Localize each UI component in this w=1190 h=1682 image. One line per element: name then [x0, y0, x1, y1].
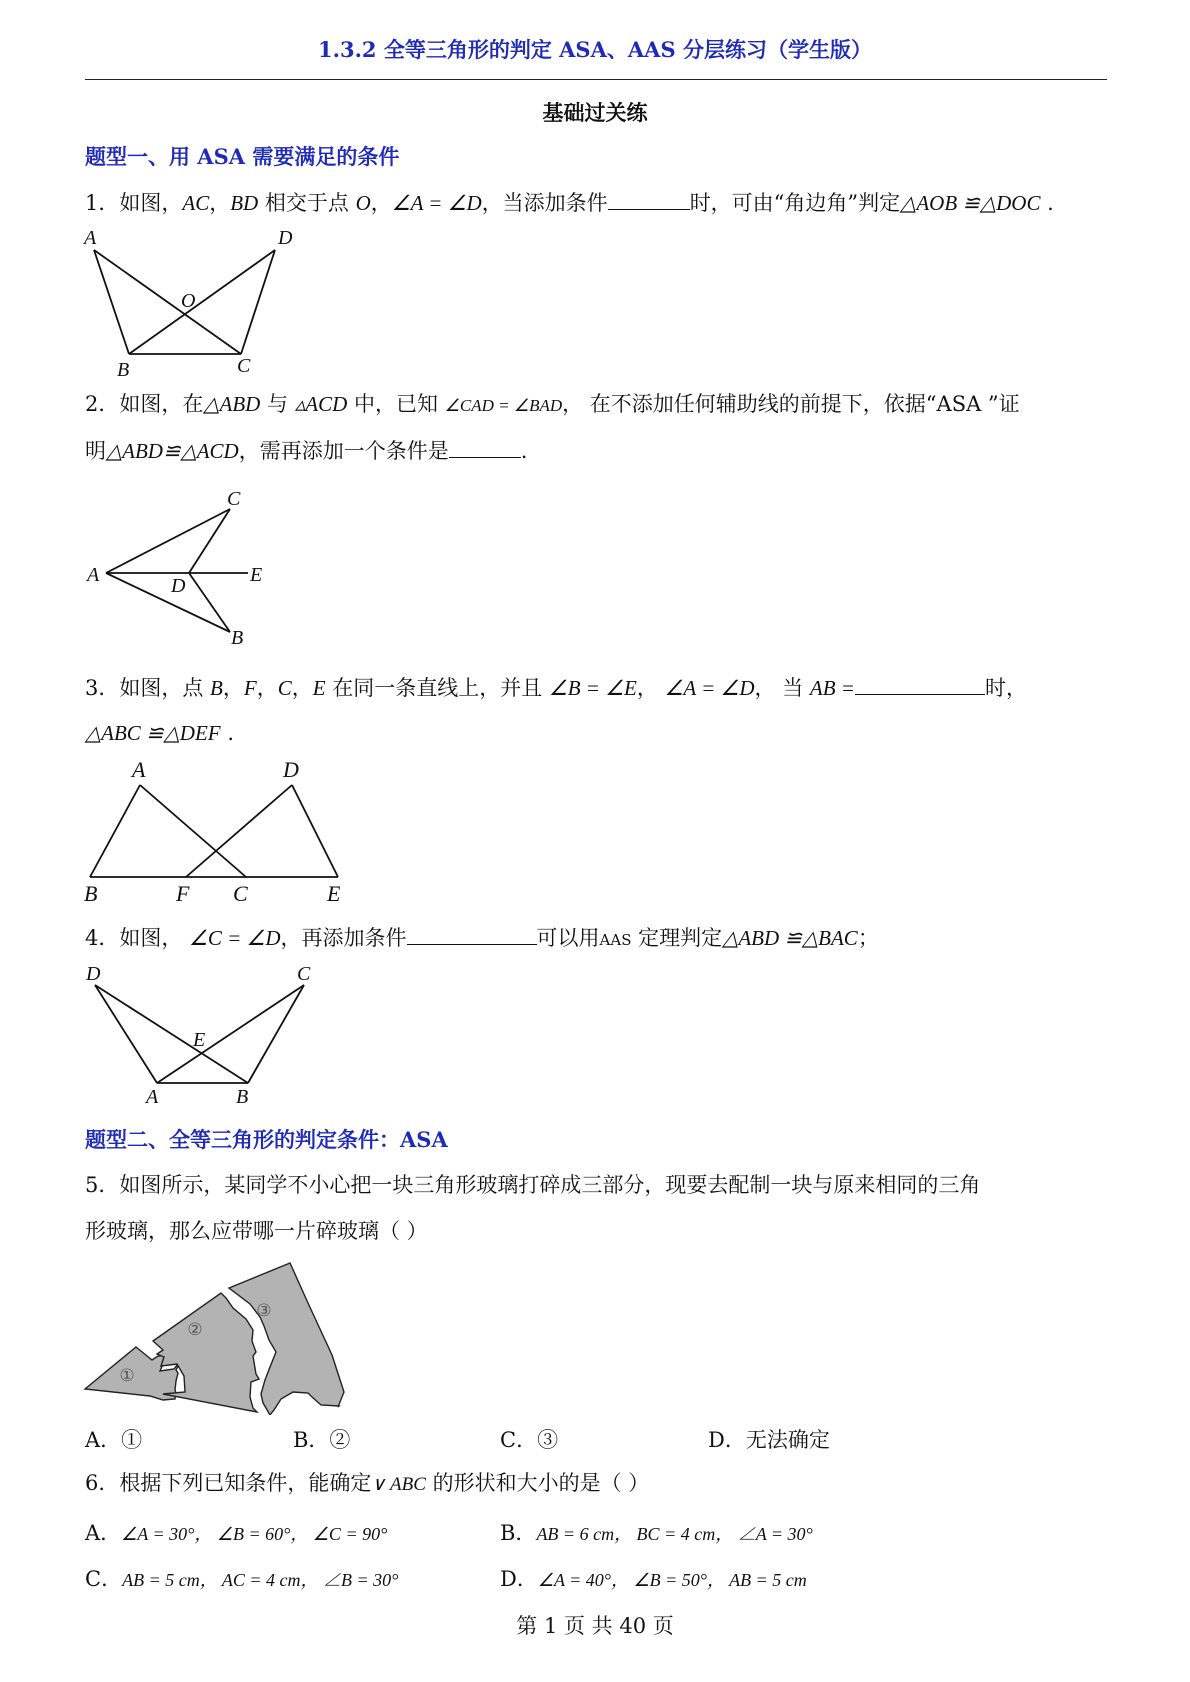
- section-subtitle: 基础过关练: [542, 100, 648, 125]
- q3-math: △ABC ≌△DEF: [85, 721, 221, 745]
- q6-option-text: AB = 5 cm， AC = 4 cm， ∠B = 30°: [122, 1570, 399, 1590]
- q3-text: 在同一条直线上，并且: [325, 676, 549, 700]
- q6-option-label: B．: [500, 1521, 537, 1545]
- q4-segment-bc: [248, 985, 304, 1083]
- q1-math: BD: [230, 191, 259, 215]
- q3-segment-ac: [140, 785, 246, 877]
- q1-text: .: [1040, 191, 1054, 215]
- question-5-line-2: 形玻璃，那么应带哪一片碎玻璃（ ）: [85, 1219, 428, 1243]
- q3-text: 时，: [984, 676, 1027, 700]
- q3-math: E: [312, 676, 326, 700]
- q3-segment-fd: [186, 785, 292, 877]
- q2-figure: [80, 480, 280, 650]
- q3-math: C: [277, 676, 292, 700]
- q3-text: .: [220, 721, 234, 745]
- q3-segment-ba: [90, 785, 140, 877]
- q4-math: ∠C = ∠D: [189, 926, 281, 950]
- q4-segment-db: [95, 985, 248, 1083]
- q5-option-a[interactable]: A．①: [85, 1428, 143, 1452]
- q4-segment-da: [95, 985, 157, 1083]
- glass-piece-3-label: ③: [256, 1301, 272, 1320]
- q3-label-e: E: [327, 881, 341, 906]
- q2-label-e: E: [250, 564, 263, 586]
- answer-blank[interactable]: [855, 674, 985, 695]
- q4-text: ，再添加条件: [280, 926, 407, 950]
- q3-label-d: D: [283, 757, 299, 782]
- question-3-line-1: [85, 674, 1027, 701]
- q4-label-c: C: [297, 963, 311, 985]
- q1-text: 1．如图，: [85, 191, 183, 215]
- q6-option-text: AB = 6 cm， BC = 4 cm， ∠A = 30°: [536, 1524, 813, 1544]
- q6-option-label: A．: [85, 1521, 122, 1545]
- q3-math: ∠B = ∠E: [548, 676, 637, 700]
- q5-option-b[interactable]: B．②: [293, 1428, 351, 1452]
- q1-label-o: O: [181, 290, 196, 312]
- answer-blank[interactable]: [407, 924, 537, 945]
- q1-math: O: [355, 191, 371, 215]
- q2-text: 中，已知: [347, 392, 445, 416]
- page-title: 1.3.2 全等三角形的判定 ASA、AAS 分层练习（学生版）: [318, 37, 872, 62]
- q3-label-a: A: [132, 757, 146, 782]
- q6-text: 的形状和大小的是（ ）: [425, 1471, 650, 1495]
- q3-text: ，: [636, 676, 665, 700]
- q6-option-c[interactable]: [85, 1563, 398, 1593]
- q1-math: AC: [182, 191, 210, 215]
- q6-option-b[interactable]: [500, 1517, 813, 1547]
- q5-glass-figure: [80, 1255, 350, 1415]
- q2-math: ∠CAD = ∠BAD: [444, 396, 563, 415]
- q3-label-f: F: [176, 881, 190, 906]
- q4-text: 定理判定: [631, 926, 723, 950]
- q4-label-b: B: [236, 1086, 249, 1108]
- q1-text: 相交于点: [258, 191, 356, 215]
- q4-math: △ABD ≌△BAC: [722, 926, 858, 950]
- q4-figure: [80, 958, 340, 1108]
- q2-text: 与: [260, 392, 295, 416]
- q1-math: △AOB ≌△DOC: [900, 191, 1041, 215]
- q2-math: △ABD≌△ACD: [106, 439, 239, 463]
- q4-text: ；: [857, 926, 879, 950]
- section-heading-1: 题型一、用 ASA 需要满足的条件: [85, 144, 400, 169]
- q4-text: 可以用: [536, 926, 600, 950]
- header-divider: [85, 79, 1107, 80]
- question-6: [85, 1470, 649, 1498]
- glass-piece-2: [153, 1293, 259, 1412]
- question-3-line-2: [85, 720, 234, 746]
- q1-text: ，: [209, 191, 231, 215]
- q6-option-a[interactable]: [85, 1517, 387, 1547]
- q6-option-label: C．: [85, 1567, 123, 1591]
- q6-text: 6．根据下列已知条件，能确定: [85, 1471, 372, 1495]
- q2-segment-ab: [106, 573, 230, 632]
- q5-option-d[interactable]: D．无法确定: [708, 1428, 830, 1452]
- glass-piece-2-label: ②: [187, 1320, 203, 1339]
- question-1: [85, 189, 1054, 216]
- q1-text: ，当添加条件: [481, 191, 608, 215]
- q1-math: ∠A = ∠D: [391, 191, 482, 215]
- q6-option-d[interactable]: [500, 1563, 807, 1593]
- q3-label-b: B: [84, 881, 98, 906]
- q2-math: ▵ACD: [294, 392, 348, 416]
- q3-text: ，: [222, 676, 244, 700]
- q3-text: 3．如图，点: [85, 676, 211, 700]
- q2-label-a: A: [87, 564, 100, 586]
- q2-text: ， 在不添加任何辅助线的前提下，依据“ASA ”证: [562, 392, 1020, 416]
- q1-label-d: D: [278, 227, 293, 249]
- q3-text: ，: [291, 676, 313, 700]
- q2-text: ，需再添加一个条件是: [238, 439, 449, 463]
- q6-math: ∨ ABC: [371, 1474, 426, 1495]
- q1-text: ，: [370, 191, 392, 215]
- q4-label-d: D: [86, 963, 101, 985]
- q4-label-e: E: [193, 1029, 206, 1051]
- page-footer: 第 1 页 共 40 页: [516, 1614, 674, 1638]
- q2-text: 2．如图，在: [85, 392, 204, 416]
- q2-text: 明: [85, 439, 106, 463]
- q1-text: 时，可由“角边角”判定: [689, 191, 901, 215]
- q4-text: 4．如图，: [85, 926, 190, 950]
- q3-math: AB =: [809, 676, 855, 700]
- q1-segment-cd: [241, 250, 275, 354]
- q1-label-a: A: [84, 227, 97, 249]
- q3-math: ∠A = ∠D: [664, 676, 755, 700]
- q2-label-c: C: [227, 488, 241, 510]
- q6-option-text: ∠A = 30°， ∠B = 60°， ∠C = 90°: [121, 1524, 388, 1544]
- q3-math: B: [210, 676, 223, 700]
- q3-segment-de: [292, 785, 338, 877]
- q2-segment-ac: [106, 509, 230, 573]
- answer-blank[interactable]: [608, 189, 690, 210]
- answer-blank[interactable]: [449, 437, 521, 458]
- q3-label-c: C: [233, 881, 248, 906]
- q3-text: ，: [256, 676, 278, 700]
- q6-option-label: D．: [500, 1567, 538, 1591]
- q2-label-d: D: [171, 575, 186, 597]
- q1-figure: [80, 222, 300, 382]
- question-4: [85, 924, 879, 953]
- q1-label-b: B: [117, 359, 130, 381]
- question-2-line-1: [85, 391, 1020, 419]
- q4-text: AAS: [599, 931, 632, 949]
- q3-figure: [80, 756, 360, 906]
- q2-label-b: B: [231, 627, 244, 649]
- question-5-line-1: 5．如图所示，某同学不小心把一块三角形玻璃打碎成三部分，现要去配制一块与原来相同的三角: [85, 1173, 981, 1197]
- q1-segment-db: [129, 250, 275, 354]
- question-2-line-2: [85, 437, 527, 464]
- q3-math: F: [243, 676, 257, 700]
- q3-text: ， 当: [754, 676, 810, 700]
- q2-text: .: [520, 439, 528, 463]
- section-heading-2: 题型二、全等三角形的判定条件：ASA: [85, 1127, 448, 1152]
- q5-option-c[interactable]: C．③: [500, 1428, 559, 1452]
- q1-segment-ac: [94, 250, 241, 354]
- q4-label-a: A: [146, 1086, 159, 1108]
- q2-math: △ABD: [203, 392, 261, 416]
- glass-piece-1-label: ①: [119, 1366, 135, 1385]
- q6-option-text: ∠A = 40°， ∠B = 50°， AB = 5 cm: [537, 1570, 807, 1590]
- q1-label-c: C: [237, 355, 251, 377]
- q1-segment-ab: [94, 250, 129, 354]
- q4-segment-ac: [157, 985, 304, 1083]
